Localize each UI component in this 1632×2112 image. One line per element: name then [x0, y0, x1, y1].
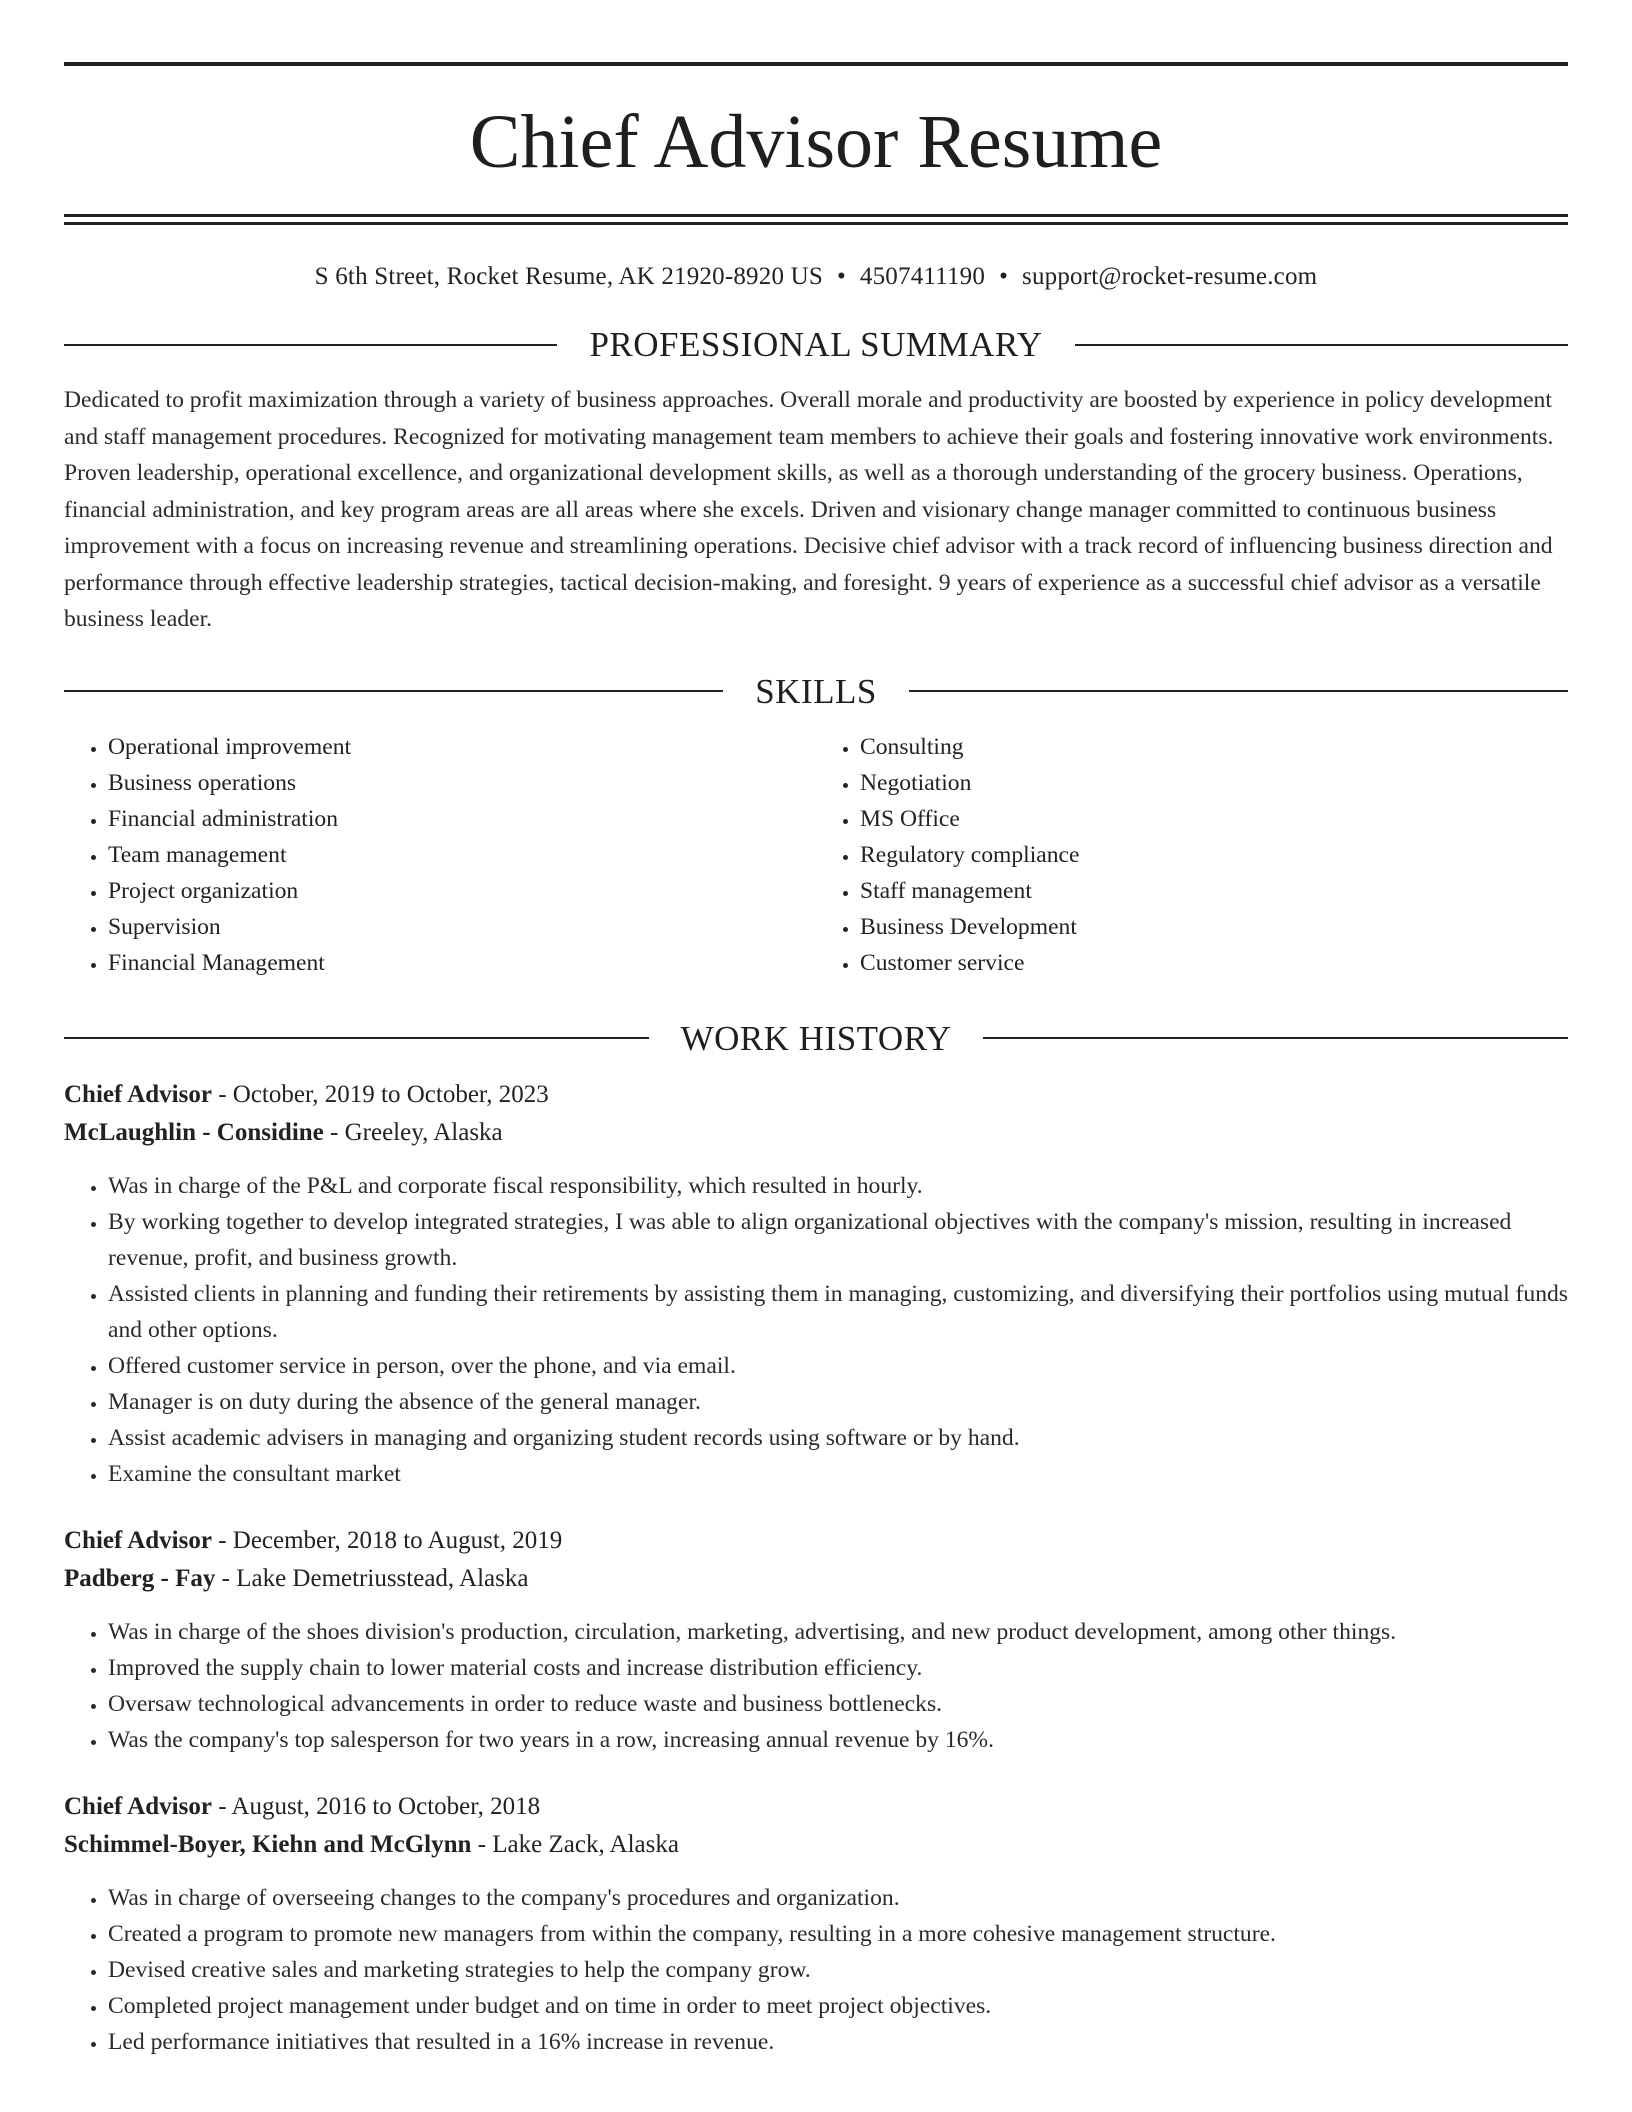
skill-item: • Regulatory compliance [860, 837, 1568, 873]
job-bullet: • Led performance initiatives that resulted in a 16% increase in revenue. [108, 2024, 1568, 2060]
skill-item: • Customer service [860, 945, 1568, 981]
section-rule [64, 1037, 649, 1039]
skill-item: • Financial administration [108, 801, 816, 837]
contact-separator: • [999, 263, 1009, 290]
skills-column-right [816, 729, 1568, 981]
work-heading: WORK HISTORY [680, 1018, 952, 1058]
job-entry [64, 1788, 1568, 2060]
job-bullet: • Was in charge of the shoes division's production, circulation, marketing, advertising, and new product development, among other things. [108, 1614, 1568, 1650]
skill-item: • MS Office [860, 801, 1568, 837]
job-bullets [64, 1880, 1568, 2060]
job-bullet: • Was the company's top salesperson for two years in a row, increasing annual revenue by 16%. [108, 1722, 1568, 1758]
skill-item: • Staff management [860, 873, 1568, 909]
job-bullet: • Was in charge of overseeing changes to the company's procedures and organization. [108, 1880, 1568, 1916]
job-role: Chief Advisor [64, 1526, 212, 1554]
job-bullet: • Created a program to promote new managers from within the company, resulting in a more cohesive management structure. [108, 1916, 1568, 1952]
job-bullet: • Examine the consultant market [108, 1456, 1568, 1492]
job-role: Chief Advisor [64, 1792, 212, 1820]
job-company-line [64, 1826, 1568, 1864]
job-bullet: • Improved the supply chain to lower material costs and increase distribution efficiency. [108, 1650, 1568, 1686]
skills-section-header [64, 671, 1568, 711]
job-title-line [64, 1076, 1568, 1114]
section-rule [64, 690, 723, 692]
contact-line [64, 263, 1568, 291]
contact-address: S 6th Street, Rocket Resume, AK 21920-8920 US [314, 263, 823, 290]
skills-column-left [64, 729, 816, 981]
job-company: Padberg - Fay [64, 1564, 216, 1592]
skill-item: • Business Development [860, 909, 1568, 945]
summary-text: Dedicated to profit maximization through a variety of business approaches. Overall morale and productivity are boosted by experience in policy development and staff management procedures. Recognized for motivating management team members to achieve their goals and fostering innovative work environments. Proven leadership, operational excellence, and organizational development skills, as well as a thorough understanding of the grocery business. Operations, financial administration, and key program areas are all areas where she excels. Driven and visionary change manager committed to continuous business improvement with a focus on increasing revenue and streamlining operations. Decisive chief advisor with a track record of influencing business direction and performance through effective leadership strategies, tactical decision-making, and foresight. 9 years of experience as a successful chief advisor as a versatile business leader. [64, 387, 1554, 632]
summary-heading: PROFESSIONAL SUMMARY [589, 325, 1043, 364]
job-bullet: • Offered customer service in person, over the phone, and via email. [108, 1348, 1568, 1384]
job-dates: - December, 2018 to August, 2019 [211, 1526, 563, 1554]
skill-item: • Negotiation [860, 765, 1568, 801]
job-entry [64, 1076, 1568, 1492]
job-company-line [64, 1114, 1568, 1152]
job-bullet: • Assist academic advisers in managing and organizing student records using software or by hand. [108, 1420, 1568, 1456]
section-rule [64, 344, 557, 346]
contact-phone: 4507411190 [859, 263, 986, 290]
job-bullet: • Oversaw technological advancements in order to reduce waste and business bottlenecks. [108, 1686, 1568, 1722]
summary-section-header [64, 327, 1568, 362]
job-bullet: • Manager is on duty during the absence of the general manager. [108, 1384, 1568, 1420]
job-bullet: • Assisted clients in planning and funding their retirements by assisting them in managing, customizing, and diversifying their portfolios using mutual funds and other options. [108, 1276, 1568, 1348]
section-rule [909, 690, 1568, 692]
job-role: Chief Advisor [64, 1080, 212, 1108]
job-bullets [64, 1614, 1568, 1758]
skill-item: • Financial Management [108, 945, 816, 981]
job-dates: - August, 2016 to October, 2018 [211, 1792, 541, 1820]
skill-item: • Supervision [108, 909, 816, 945]
skill-item: • Project organization [108, 873, 816, 909]
job-bullets [64, 1168, 1568, 1492]
job-company-line [64, 1560, 1568, 1598]
skill-item: • Consulting [860, 729, 1568, 765]
job-title-line [64, 1522, 1568, 1560]
skills-list [64, 729, 1568, 981]
job-bullet: • Devised creative sales and marketing strategies to help the company grow. [108, 1952, 1568, 1988]
job-location: - Greeley, Alaska [323, 1118, 503, 1146]
skill-item: • Team management [108, 837, 816, 873]
header-double-rule [64, 214, 1568, 225]
contact-separator: • [836, 263, 846, 290]
job-bullet: • By working together to develop integrated strategies, I was able to align organizational objectives with the company's mission, resulting in increased revenue, profit, and business growth. [108, 1204, 1568, 1276]
skills-heading: SKILLS [755, 671, 877, 711]
job-entry [64, 1522, 1568, 1758]
job-company: McLaughlin - Considine [64, 1118, 324, 1146]
job-bullet: • Was in charge of the P&L and corporate fiscal responsibility, which resulted in hourly. [108, 1168, 1568, 1204]
job-bullet: • Completed project management under budget and on time in order to meet project objectives. [108, 1988, 1568, 2024]
job-company: Schimmel-Boyer, Kiehn and McGlynn [64, 1830, 472, 1858]
work-section-header [64, 1018, 1568, 1058]
job-location: - Lake Zack, Alaska [471, 1830, 679, 1858]
job-dates: - October, 2019 to October, 2023 [211, 1080, 549, 1108]
skill-item: • Business operations [108, 765, 816, 801]
job-location: - Lake Demetriusstead, Alaska [215, 1564, 529, 1592]
contact-email: support@rocket-resume.com [1022, 263, 1318, 290]
section-rule [983, 1037, 1568, 1039]
section-rule [1075, 344, 1568, 346]
resume-title: Chief Advisor Resume [469, 100, 1163, 184]
job-title-line [64, 1788, 1568, 1826]
skill-item: • Operational improvement [108, 729, 816, 765]
